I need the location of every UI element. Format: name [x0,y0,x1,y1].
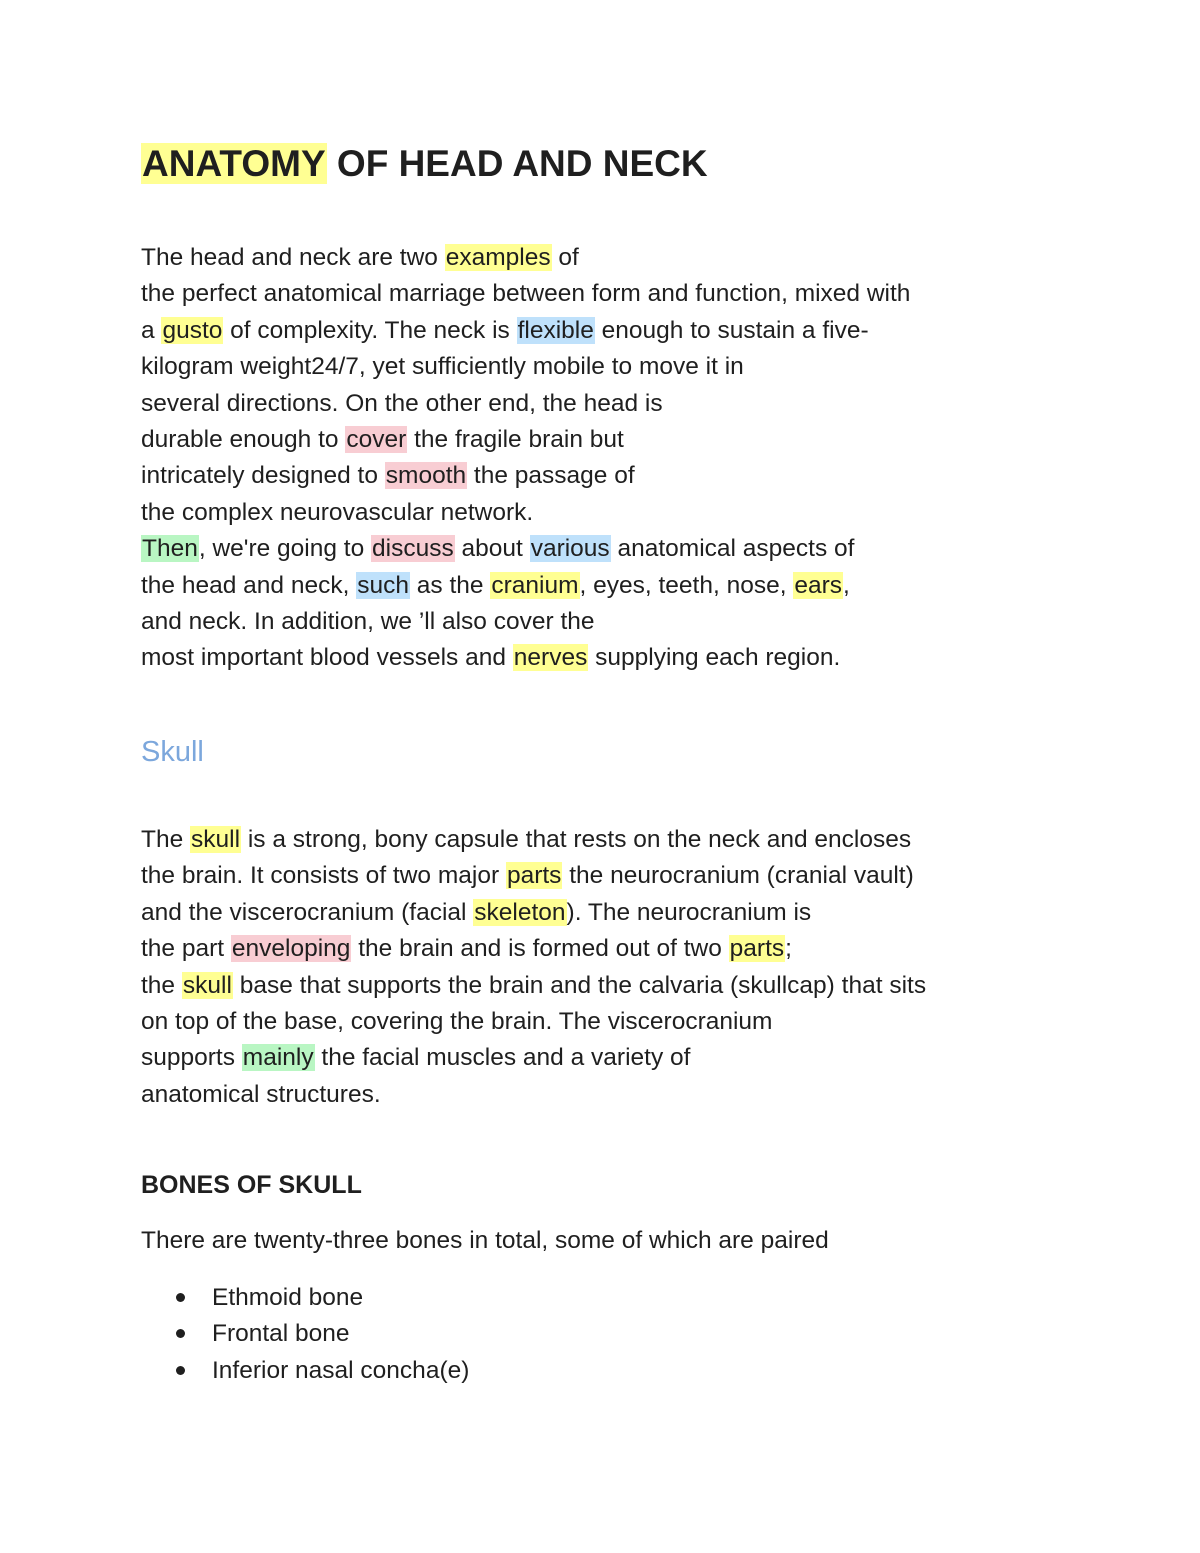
intro-line [141,386,910,422]
text-run: the neurocranium (cranial vault) [562,862,914,890]
title-highlight: ANATOMY [142,143,326,184]
intro-line [141,240,910,276]
skull-line [141,858,926,894]
highlighted-word: cranium [491,571,579,599]
bone-list-item [141,1280,469,1316]
intro-line [141,276,910,312]
page-title [141,142,708,186]
bones-list [141,1280,469,1389]
text-run: intricately designed to [141,462,385,490]
text-run: anatomical structures. [141,1080,381,1108]
text-run: a [141,316,162,344]
highlighted-word: smooth [385,462,467,490]
text-run: the head and neck, [141,571,357,599]
bones-heading: BONES OF SKULL [141,1171,362,1199]
text-run: base that supports the brain and the calvaria (skullcap) that sits [232,971,927,999]
intro-line [141,313,910,349]
intro-line [141,640,910,676]
highlighted-word: parts [729,935,785,963]
skull-line [141,1040,926,1076]
text-run: the facial muscles and a variety of [314,1044,691,1072]
bone-list-item [141,1353,469,1389]
skull-line [141,895,926,931]
intro-line [141,531,910,567]
text-run: enough to sustain a five- [594,316,869,344]
skull-line [141,931,926,967]
highlighted-word: gusto [162,316,223,344]
text-run: kilogram weight24/7, yet sufficiently mobile to move it in [141,353,744,381]
highlighted-word: flexible [517,316,594,344]
skull-line [141,968,926,1004]
bones-intro: There are twenty-three bones in total, some of which are paired [141,1227,829,1254]
text-run: , we're going to [198,535,372,563]
text-run: on top of the base, covering the brain. The viscerocranium [141,1008,773,1036]
highlighted-word: enveloping [231,935,351,963]
highlighted-word: mainly [242,1044,314,1072]
text-run: most important blood vessels and [141,644,513,672]
text-run: the [141,971,182,999]
text-run: is a strong, bony capsule that rests on the neck and encloses [241,826,912,853]
highlighted-word: examples [445,244,551,271]
text-run: the fragile brain but [407,426,624,454]
intro-line [141,458,910,494]
skull-heading: Skull [141,736,204,768]
skull-line [141,822,926,858]
text-run: several directions. On the other end, the head is [141,389,663,417]
intro-line [141,604,910,640]
intro-paragraph [141,240,910,677]
intro-line [141,568,910,604]
intro-line [141,349,910,385]
text-run: of complexity. The neck is [223,316,517,344]
bone-name: Inferior nasal concha(e) [212,1356,470,1384]
text-run: supports [141,1044,242,1072]
text-run: supplying each region. [588,644,841,672]
bullet-icon [176,1329,185,1338]
text-run: the part [141,935,231,963]
skull-paragraph [141,822,926,1113]
title-rest: OF HEAD AND NECK [326,143,708,184]
text-run: The [141,826,191,853]
text-run: the perfect anatomical marriage between form and function, mixed with [141,280,911,308]
highlighted-word: parts [506,862,562,890]
text-run: the complex neurovascular network. [141,498,534,526]
text-run: , eyes, teeth, nose, [579,571,794,599]
highlighted-word: nerves [513,644,588,672]
text-run: ). The neurocranium is [566,898,812,926]
text-run: the brain and is formed out of two [351,935,729,963]
text-run: durable enough to [141,426,346,454]
text-run: ; [785,935,792,963]
intro-line [141,495,910,531]
text-run: The head and neck are two [141,244,445,271]
highlighted-word: skeleton [474,898,566,926]
text-run: the brain. It consists of two major [141,862,506,890]
highlighted-word: such [357,571,409,599]
text-run: about [454,535,530,563]
bullet-icon [176,1293,185,1302]
bullet-icon [176,1366,185,1375]
highlighted-word: discuss [372,535,454,563]
text-run: anatomical aspects of [610,535,855,563]
highlighted-word: cover [346,426,407,454]
highlighted-word: ears [794,571,842,599]
text-run: and the viscerocranium (facial [141,898,474,926]
text-run: of [551,244,579,271]
bone-name: Ethmoid bone [212,1284,364,1311]
intro-line [141,422,910,458]
highlighted-word: Then [142,535,198,563]
highlighted-word: skull [182,971,232,999]
highlighted-word: various [530,535,610,563]
text-run: the passage of [467,462,635,490]
bone-name: Frontal bone [212,1320,350,1348]
bone-list-item [141,1316,469,1352]
text-run: , [843,571,850,599]
text-run: as the [410,571,491,599]
text-run: and neck. In addition, we ’ll also cover the [141,608,595,636]
skull-line [141,1004,926,1040]
skull-line [141,1077,926,1113]
highlighted-word: skull [191,826,241,853]
